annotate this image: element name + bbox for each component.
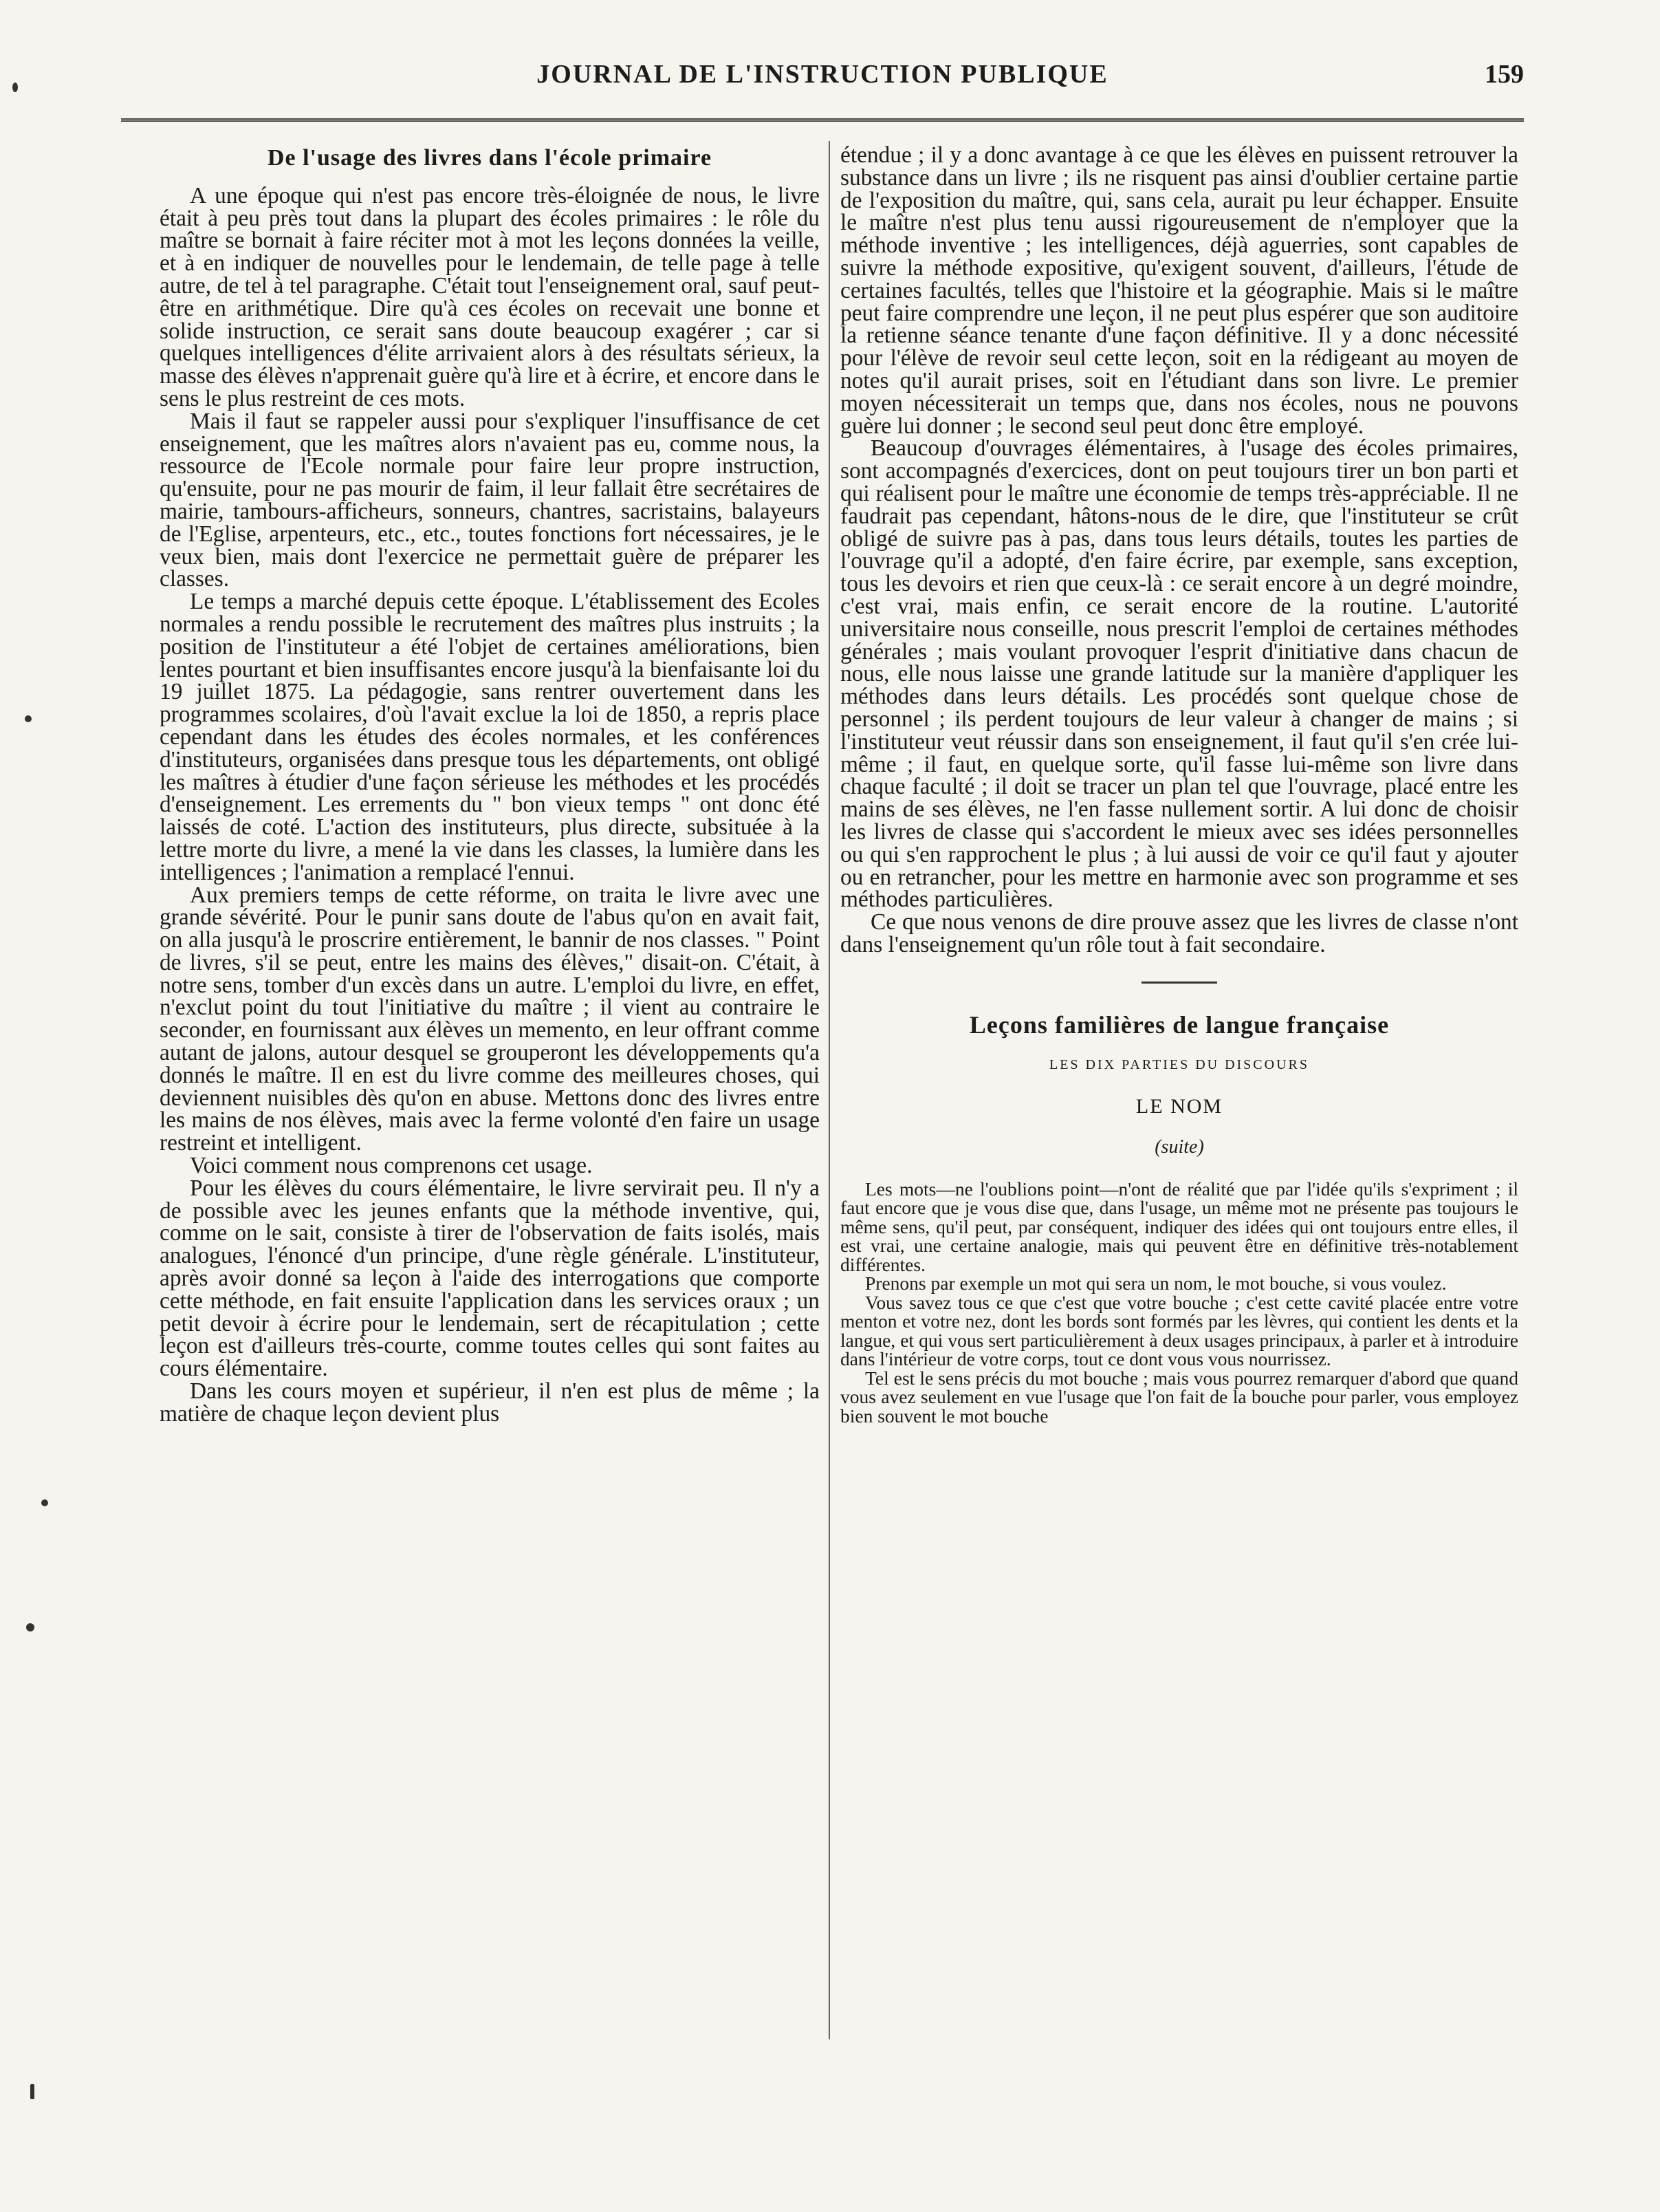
header-rule bbox=[121, 118, 1524, 122]
lesson-paragraph: Vous savez tous ce que c'est que votre bouche ; c'est cette cavité placée entre votre menton et votre nez, dont les bords sont formés par les lèvres, qui contient les dents et la langue, et qui vous sert particulièrement à deux usages principaux, à parler et à introduire dans l'intérieur de votre corps, tout ce dont vous vous nourrissez. bbox=[840, 1291, 1518, 1370]
column-divider bbox=[829, 141, 830, 2039]
scan-speck bbox=[26, 1623, 34, 1631]
section-separator bbox=[1142, 982, 1217, 984]
article-paragraph: Voici comment nous comprenons cet usage. bbox=[190, 1153, 593, 1179]
lesson-body bbox=[840, 1180, 1518, 1426]
lesson-subtitle: LES DIX PARTIES DU DISCOURS bbox=[1049, 1057, 1309, 1073]
article-paragraph: Dans les cours moyen et supérieur, il n'en est plus de même ; la matière de chaque leçon devient plus bbox=[160, 1378, 820, 1427]
scan-speck bbox=[25, 715, 32, 722]
lesson-paragraph: Prenons par exemple un mot qui sera un nom, le mot bouche, si vous voulez. bbox=[865, 1272, 1447, 1294]
article-continuation: étendue ; il y a donc avantage à ce que les élèves en puissent retrouver la substance dans un livre ; ils ne risquent pas ainsi d'oublier certaine partie de l'exposition du maître, qui, sans cela, aurait pu leur échapper. Ensuite le maître n'est plus tenu aussi rigoureusement de n'employer que la méthode inventive ; les intelligences, déjà aguerries, sont capables de suivre la méthode expositive, qu'exigent souvent, d'ailleurs, l'étude de certaines facultés, telles que l'histoire et la géographie. Mais si le maître peut faire comprendre une leçon, il ne peut plus espérer que son auditoire la retienne séance tenante d'une façon définitive. Il y a donc nécessité pour l'élève de revoir seul cette leçon, soit en la rédigeant au moyen de notes qu'il aurait prises, soit en l'étudiant dans son livre. Le premier moyen nécessiterait un temps que, dans nos écoles, nous ne pouvons guère lui donner ; le second seul peut donc être employé. bbox=[840, 144, 1518, 439]
article-paragraph: Beaucoup d'ouvrages élémentaires, à l'usage des écoles primaires, sont accompagnés d'exercices, dont on peut toujours tirer un bon parti et qui réalisent pour le maître une économie de temps très-appréciable. Il ne faudrait pas cependant, hâtons-nous de le dire, que l'instituteur se crût obligé de suivre pas à pas, dans tous leurs détails, toutes les parties de l'ouvrage qu'il a adopté, d'en faire écrire, par exemple, sans exception, tous les devoirs et rien que ceux-là : ce serait encore à un degré moindre, c'est vrai, mais enfin, ce serait encore de la routine. L'autorité universitaire nous conseille, nous prescrit l'emploi de certaines méthodes générales ; mais voulant provoquer l'esprit d'initiative dans chacun de nous, elle nous laisse une grande latitude sur la manière d'appliquer les méthodes dans leurs détails. Les procédés sont quelque chose de personnel ; ils perdent toujours de leur valeur à changer de mains ; si l'instituteur veut réussir dans son enseignement, il faut qu'il s'en crée lui-même ; il faut, en quelque sorte, qu'il fasse lui-même son livre dans chaque faculté ; il doit se tracer un plan tel que l'ouvrage, placé entre les mains de ses élèves, ne l'en fasse nullement sortir. A lui donc de choisir les livres de classe qui s'accordent le mieux avec ses idées personnelles ou qui s'en rapprochent le plus ; à lui aussi de voir ce qu'il faut y ajouter ou en retrancher, pour les mettre en harmonie avec son programme et ses méthodes particulières. bbox=[840, 435, 1518, 913]
lesson-section: LE NOM bbox=[1135, 1095, 1223, 1118]
running-head bbox=[121, 59, 1524, 100]
article-title: De l'usage des livres dans l'école primaire bbox=[267, 145, 712, 171]
page-number: 159 bbox=[1485, 60, 1524, 89]
left-column bbox=[160, 144, 820, 2139]
right-column bbox=[840, 144, 1518, 2139]
lesson-title: Leçons familières de langue française bbox=[969, 1010, 1390, 1039]
scan-speck bbox=[12, 83, 18, 92]
article-paragraph: Ce que nous venons de dire prouve assez que les livres de classe n'ont dans l'enseignement qu'un rôle tout à fait secondaire. bbox=[840, 909, 1518, 957]
article-paragraph: Aux premiers temps de cette réforme, on traita le livre avec une grande sévérité. Pour le punir sans doute de l'abus qu'on en avait fait, on alla jusqu'à le proscrire entièrement, le bannir de nos classes. " Point de livres, s'il se peut, entre les mains des élèves," disait-on. C'était, à notre sens, tomber d'un excès dans un autre. L'emploi du livre, en effet, n'exclut point du tout l'initiative du maître ; il vient au contraire le seconder, en fournissant aux élèves un memento, en leur offrant comme autant de jalons, autour desquel se grouperont les développements qu'a donnés le maître. Il en est du livre comme des meilleures choses, qui deviennent nuisibles dès qu'on en abuse. Mettons donc des livres entre les mains de nos élèves, mais avec la ferme volonté d'en faire un usage restreint et intelligent. bbox=[160, 882, 820, 1156]
article-paragraph: Le temps a marché depuis cette époque. L'établissement des Ecoles normales a rendu possible le recrutement des maîtres plus instruits ; la position de l'instituteur a été l'objet de certaines améliorations, bien lentes pourtant et bien insuffisantes encore jusqu'à la bienfaisante loi du 19 juillet 1875. La pédagogie, sans rentrer ouvertement dans les programmes scolaires, d'où l'avait exclue la loi de 1850, a repris place cependant dans les études des écoles normales, et les conférences d'instituteurs, organisées dans presque tous les départements, ont obligé les maîtres à étudier d'une façon sérieuse les méthodes et les procédés d'enseignement. Les errements du " bon vieux temps " ont donc été laissés de coté. L'action des instituteurs, plus directe, subsituée à la lettre morte du livre, a mené la vie dans les classes, la lumière dans les intelligences ; l'animation a remplacé l'ennui. bbox=[160, 589, 820, 885]
lesson-suite: (suite) bbox=[1155, 1136, 1204, 1158]
article-paragraph: Pour les élèves du cours élémentaire, le livre servirait peu. Il n'y a de possible avec les jeunes enfants que la méthode inventive, qui, comme on le sait, consiste à tirer de l'observation de faits isolés, mais analogues, l'énoncé d'un principe, d'une règle générale. L'instituteur, après avoir donné sa leçon à l'aide des interrogations que comporte cette méthode, en fait ensuite l'application dans les services oraux ; un petit devoir à écrire pour le lendemain, sert de récapitulation ; cette leçon est d'ailleurs très-courte, comme toutes celles qui sont faites au cours élémentaire. bbox=[160, 1175, 820, 1382]
lesson-paragraph: Les mots—ne l'oublions point—n'ont de réalité que par l'idée qu'ils s'expriment ; il faut encore que je vous dise que, dans l'usage, un même mot ne présente pas toujours le même sens, qu'il peut, par conséquent, indiquer des idées qui ont toujours entre elles, il est vrai, une certaine analogie, mais qui peuvent être en définitive très-notablement différentes. bbox=[840, 1178, 1518, 1275]
scan-speck bbox=[30, 2084, 34, 2099]
article-paragraph: Mais il faut se rappeler aussi pour s'expliquer l'insuffisance de cet enseignement, que les maîtres alors n'avaient pas eu, comme nous, la ressource de l'Ecole normale pour faire leur propre instruction, qu'ensuite, pour ne pas mourir de faim, il leur fallait être secrétaires de mairie, tambours-afficheurs, sonneurs, chantres, sacristains, balayeurs de l'Eglise, arpenteurs, etc., etc., toutes fonctions fort nécessaires, je le veux bien, mais dont l'exercice ne permettait guère de préparer les classes. bbox=[160, 408, 820, 592]
lesson-paragraph: Tel est le sens précis du mot bouche ; mais vous pourrez remarquer d'abord que quand vous avez seulement en vue l'usage que l'on fait de la bouche pour parler, vous employez bien souvent le mot bouche bbox=[840, 1367, 1518, 1427]
journal-title: JOURNAL DE L'INSTRUCTION PUBLIQUE bbox=[536, 60, 1109, 89]
article-paragraph: A une époque qui n'est pas encore très-éloignée de nous, le livre était à peu près tout dans la plupart des écoles primaires : le rôle du maître se bornait à faire réciter mot à mot les leçons données la veille, et à en indiquer de nouvelles pour le lendemain, de telle page à telle autre, de tel à tel paragraphe. C'était tout l'enseignement oral, sauf peut-être en arithmétique. Dire qu'à ces écoles on recevait une bonne et solide instruction, ce serait sans doute beaucoup exagérer ; car si quelques intelligences d'élite arrivaient alors à des résultats sérieux, la masse des élèves n'apprenait guère qu'à lire et à écrire, et encore dans le sens le plus restreint de ces mots. bbox=[160, 182, 820, 411]
scan-speck bbox=[41, 1499, 48, 1506]
